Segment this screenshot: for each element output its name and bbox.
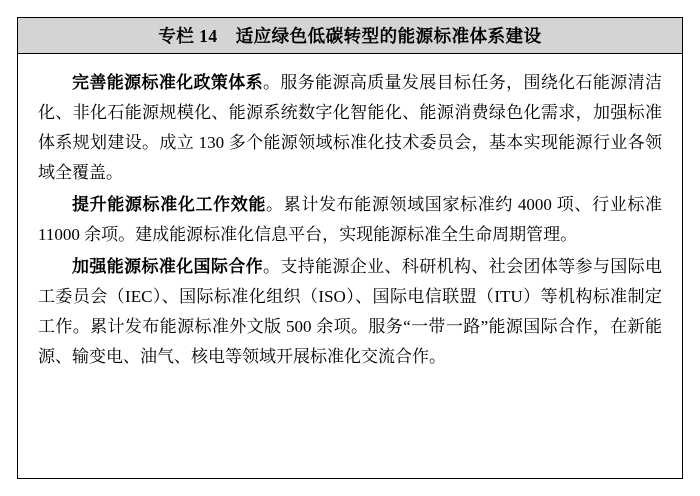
- paragraph-lead: 加强能源标准化国际合作: [72, 257, 263, 276]
- paragraph: [38, 252, 662, 372]
- paragraph-text: 。支持能源企业、科研机构、社会团体等参与国际电工委员会（IEC）、国际标准化组织（ISO）、国际电信联盟（ITU）等机构标准制定工作。累计发布能源标准外文版 500 余项。服务“一带一路”能源国际合作，在新能源、输变电、油气、核电等领域开展标准化交流合作。: [38, 257, 662, 366]
- paragraph-lead: 完善能源标准化政策体系: [72, 73, 263, 92]
- feature-box-title: [158, 23, 541, 48]
- paragraph-text: 。累计发布能源领域国家标准约 4000 项、行业标准 11000 余项。建成能源标准化信息平台，实现能源标准全生命周期管理。: [38, 195, 662, 244]
- paragraph-text: 。服务能源高质量发展目标任务，围绕化石能源清洁化、非化石能源规模化、能源系统数字化智能化、能源消费绿色化需求，加强标准体系规划建设。成立 130 多个能源领域标准化技术委员会，基本实现能源行业各领域全覆盖。: [38, 73, 662, 182]
- paragraph: [38, 190, 662, 250]
- paragraph-lead: 提升能源标准化工作效能: [72, 195, 267, 214]
- paragraph: [38, 68, 662, 188]
- feature-box-body: [18, 54, 682, 384]
- feature-box: [17, 17, 683, 479]
- feature-box-header: [18, 18, 682, 54]
- feature-box-number: 专栏 14: [158, 26, 218, 46]
- feature-box-heading: 适应绿色低碳转型的能源标准体系建设: [235, 26, 542, 46]
